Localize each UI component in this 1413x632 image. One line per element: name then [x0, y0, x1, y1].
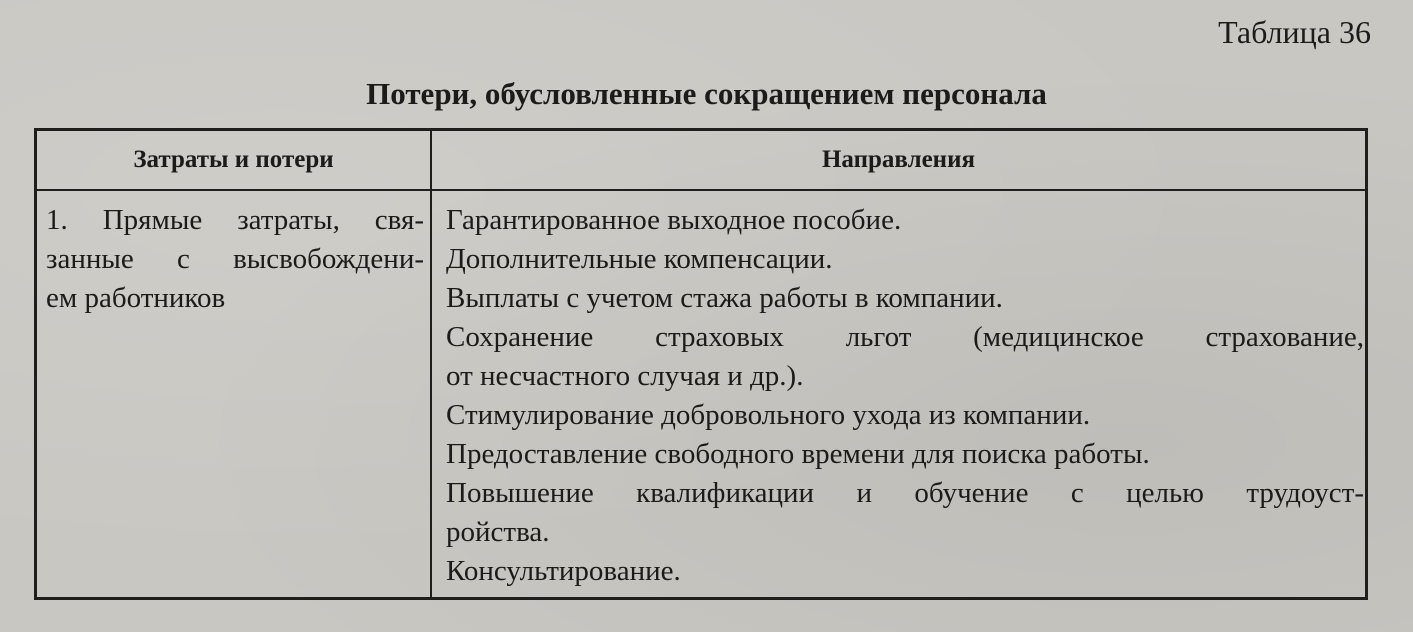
- cost-line: ем работников: [46, 282, 226, 314]
- column-header-costs: Затраты и потери: [133, 146, 334, 173]
- data-table: [34, 128, 1368, 600]
- table-cell-directions: [446, 201, 1364, 591]
- direction-line: Сохранение страховых льгот (медицинское страхование,: [446, 321, 1364, 353]
- direction-line: Консультирование.: [446, 555, 681, 587]
- cost-line: 1. Прямые затраты, свя-: [46, 204, 424, 236]
- header-divider: [37, 189, 1365, 191]
- cost-line: занные с высвобождени-: [46, 243, 424, 275]
- direction-line: Гарантированное выходное пособие.: [446, 204, 902, 236]
- direction-line: ройства.: [446, 516, 550, 548]
- table-title: Потери, обусловленные сокращением персонала: [366, 76, 1047, 111]
- direction-line: Стимулирование добровольного ухода из компании.: [446, 399, 1091, 431]
- direction-line: от несчастного случая и др.).: [446, 360, 804, 392]
- direction-line: Дополнительные компенсации.: [446, 243, 833, 275]
- direction-line: Повышение квалификации и обучение с целью трудоуст-: [446, 477, 1364, 509]
- column-header-directions: Направления: [821, 146, 976, 173]
- table-cell-costs: [46, 201, 424, 318]
- table-number: Таблица 36: [1218, 14, 1371, 50]
- direction-line: Предоставление свободного времени для поиска работы.: [446, 438, 1150, 470]
- direction-line: Выплаты с учетом стажа работы в компании.: [446, 282, 1003, 314]
- column-divider: [430, 131, 432, 597]
